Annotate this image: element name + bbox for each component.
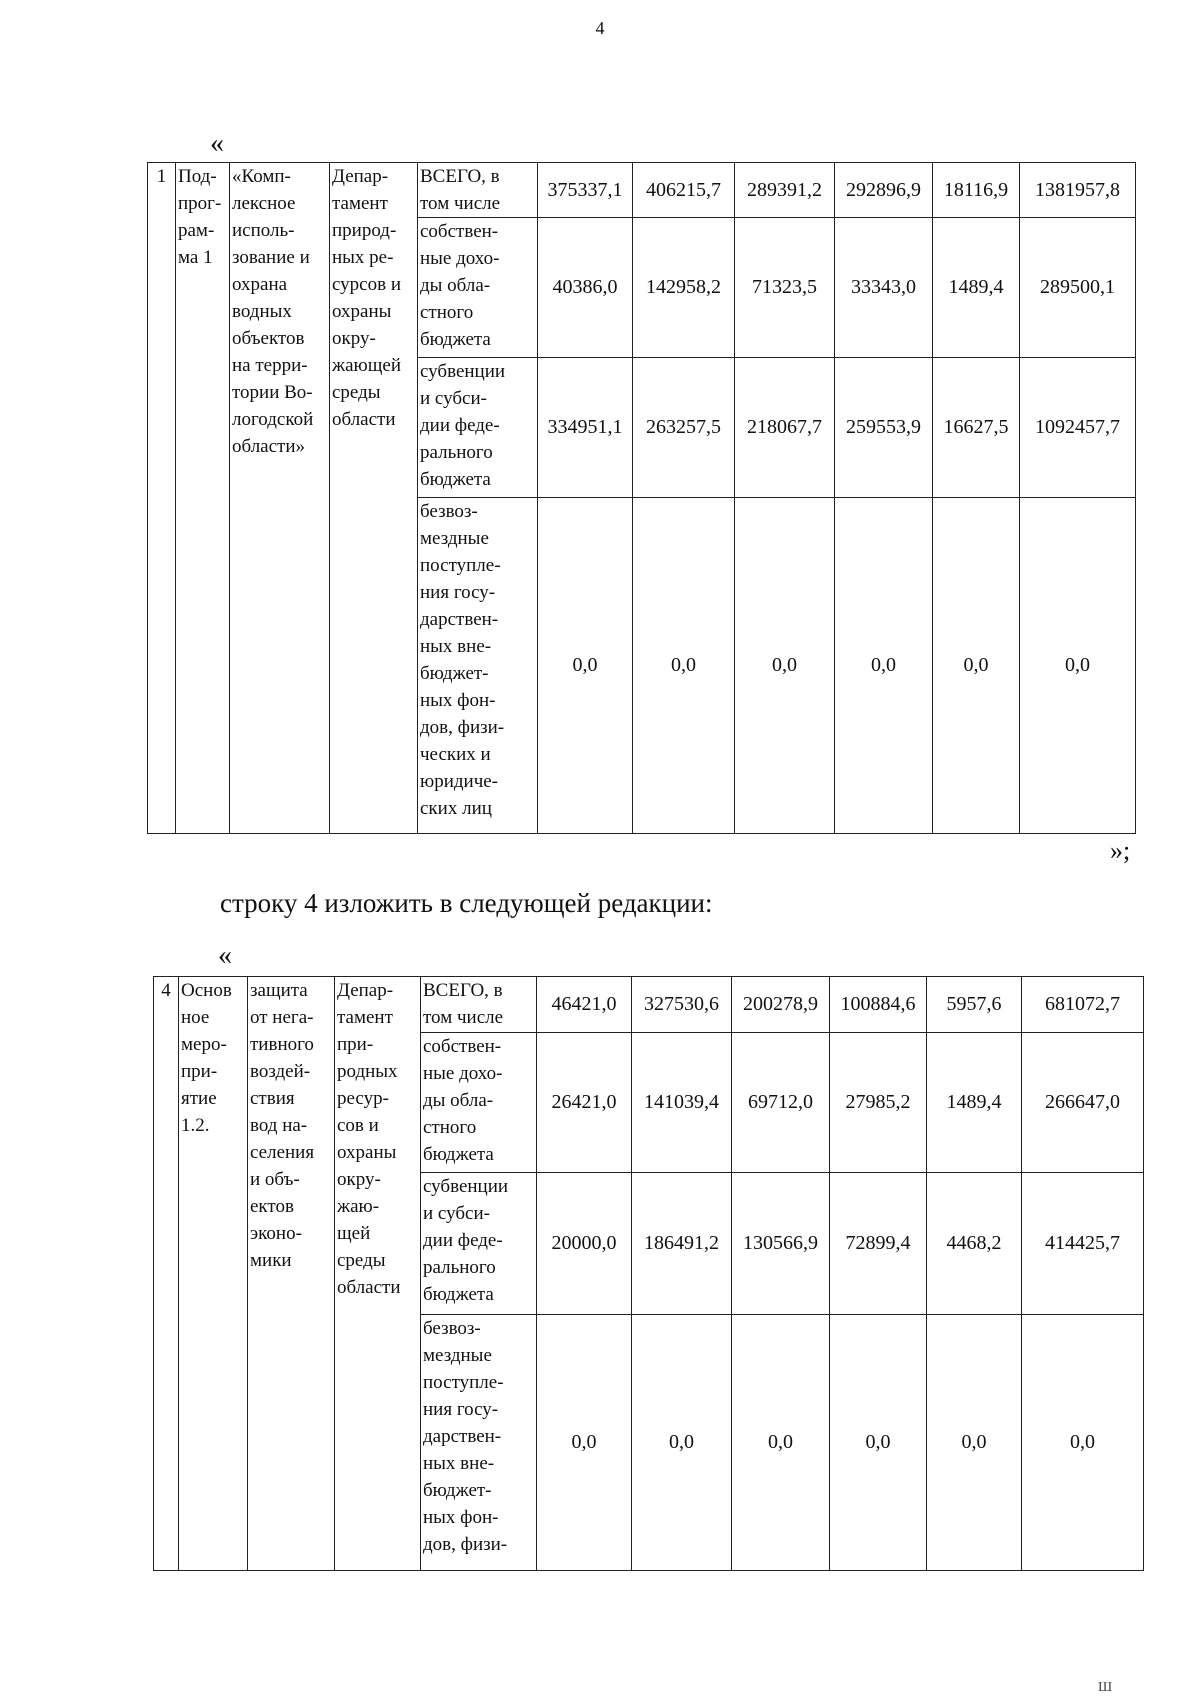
- value-cell: 71323,5: [735, 218, 835, 358]
- row-index: 1: [148, 163, 176, 834]
- value-cell: 0,0: [830, 1315, 927, 1571]
- value-cell: 4468,2: [927, 1173, 1022, 1315]
- value-cell: 0,0: [1020, 498, 1136, 834]
- value-cell: 334951,1: [538, 358, 633, 498]
- value-cell: 375337,1: [538, 163, 633, 218]
- value-cell: 1489,4: [927, 1033, 1022, 1173]
- value-cell: 46421,0: [537, 977, 632, 1033]
- program-type-cell: Основ ное меро- при- ятие 1.2.: [179, 977, 248, 1571]
- value-cell: 72899,4: [830, 1173, 927, 1315]
- program-type-cell: Под- прог- рам- ма 1: [176, 163, 230, 834]
- funding-source-label: ВСЕГО, в том числе: [418, 163, 538, 218]
- table-row: [154, 977, 1144, 1033]
- value-cell: 0,0: [735, 498, 835, 834]
- value-cell: 141039,4: [632, 1033, 732, 1173]
- value-cell: 259553,9: [835, 358, 933, 498]
- value-cell: 0,0: [927, 1315, 1022, 1571]
- value-cell: 218067,7: [735, 358, 835, 498]
- value-cell: 263257,5: [633, 358, 735, 498]
- value-cell: 289391,2: [735, 163, 835, 218]
- value-cell: 266647,0: [1022, 1033, 1144, 1173]
- value-cell: 40386,0: [538, 218, 633, 358]
- value-cell: 200278,9: [732, 977, 830, 1033]
- value-cell: 292896,9: [835, 163, 933, 218]
- table-row: [148, 163, 1136, 218]
- value-cell: 0,0: [632, 1315, 732, 1571]
- value-cell: 327530,6: [632, 977, 732, 1033]
- table-subprogram-1: [147, 162, 1136, 834]
- value-cell: 18116,9: [933, 163, 1020, 218]
- executor-cell: Депар- тамент при- родных ресур- сов и охраны окру- жаю- щей среды области: [335, 977, 421, 1571]
- open-quote-1: «: [210, 128, 224, 159]
- funding-source-label: ВСЕГО, в том числе: [421, 977, 537, 1033]
- value-cell: 27985,2: [830, 1033, 927, 1173]
- value-cell: 186491,2: [632, 1173, 732, 1315]
- close-quote-1: »;: [1110, 836, 1131, 865]
- instruction-text: строку 4 изложить в следующей редакции:: [220, 888, 713, 918]
- table-main-activity-1-2: [153, 976, 1144, 1571]
- program-name-cell: «Комп- лексное исполь- зование и охрана водных объектов на терри- тории Во- логодской области»: [230, 163, 330, 834]
- value-cell: 1381957,8: [1020, 163, 1136, 218]
- corner-mark: Ш: [1098, 1680, 1113, 1695]
- executor-cell: Депар- тамент природ- ных ре- сурсов и охраны окру- жающей среды области: [330, 163, 418, 834]
- value-cell: 0,0: [732, 1315, 830, 1571]
- value-cell: 0,0: [538, 498, 633, 834]
- funding-source-label: собствен- ные дохо- ды обла- стного бюджета: [421, 1033, 537, 1173]
- value-cell: 33343,0: [835, 218, 933, 358]
- funding-source-label: субвенции и субси- дии феде- рального бюджета: [418, 358, 538, 498]
- page-number: 4: [595, 18, 605, 38]
- funding-source-label: субвенции и субси- дии феде- рального бюджета: [421, 1173, 537, 1315]
- row-index: 4: [154, 977, 179, 1571]
- value-cell: 406215,7: [633, 163, 735, 218]
- value-cell: 0,0: [835, 498, 933, 834]
- value-cell: 130566,9: [732, 1173, 830, 1315]
- funding-source-label: безвоз- мездные поступле- ния госу- дарствен- ных вне- бюджет- ных фон- дов, физи-: [421, 1315, 537, 1571]
- value-cell: 0,0: [933, 498, 1020, 834]
- funding-source-label: безвоз- мездные поступле- ния госу- дарствен- ных вне- бюджет- ных фон- дов, физи- ческих и юридиче- ских лиц: [418, 498, 538, 834]
- value-cell: 142958,2: [633, 218, 735, 358]
- value-cell: 0,0: [537, 1315, 632, 1571]
- value-cell: 16627,5: [933, 358, 1020, 498]
- value-cell: 1489,4: [933, 218, 1020, 358]
- value-cell: 26421,0: [537, 1033, 632, 1173]
- value-cell: 681072,7: [1022, 977, 1144, 1033]
- value-cell: 5957,6: [927, 977, 1022, 1033]
- value-cell: 0,0: [1022, 1315, 1144, 1571]
- value-cell: 1092457,7: [1020, 358, 1136, 498]
- program-name-cell: защита от нега- тивного воздей- ствия вод на- селения и объ- ектов эконо- мики: [248, 977, 335, 1571]
- value-cell: 414425,7: [1022, 1173, 1144, 1315]
- value-cell: 0,0: [633, 498, 735, 834]
- open-quote-2: «: [218, 940, 232, 971]
- value-cell: 100884,6: [830, 977, 927, 1033]
- value-cell: 289500,1: [1020, 218, 1136, 358]
- value-cell: 20000,0: [537, 1173, 632, 1315]
- funding-source-label: собствен- ные дохо- ды обла- стного бюджета: [418, 218, 538, 358]
- value-cell: 69712,0: [732, 1033, 830, 1173]
